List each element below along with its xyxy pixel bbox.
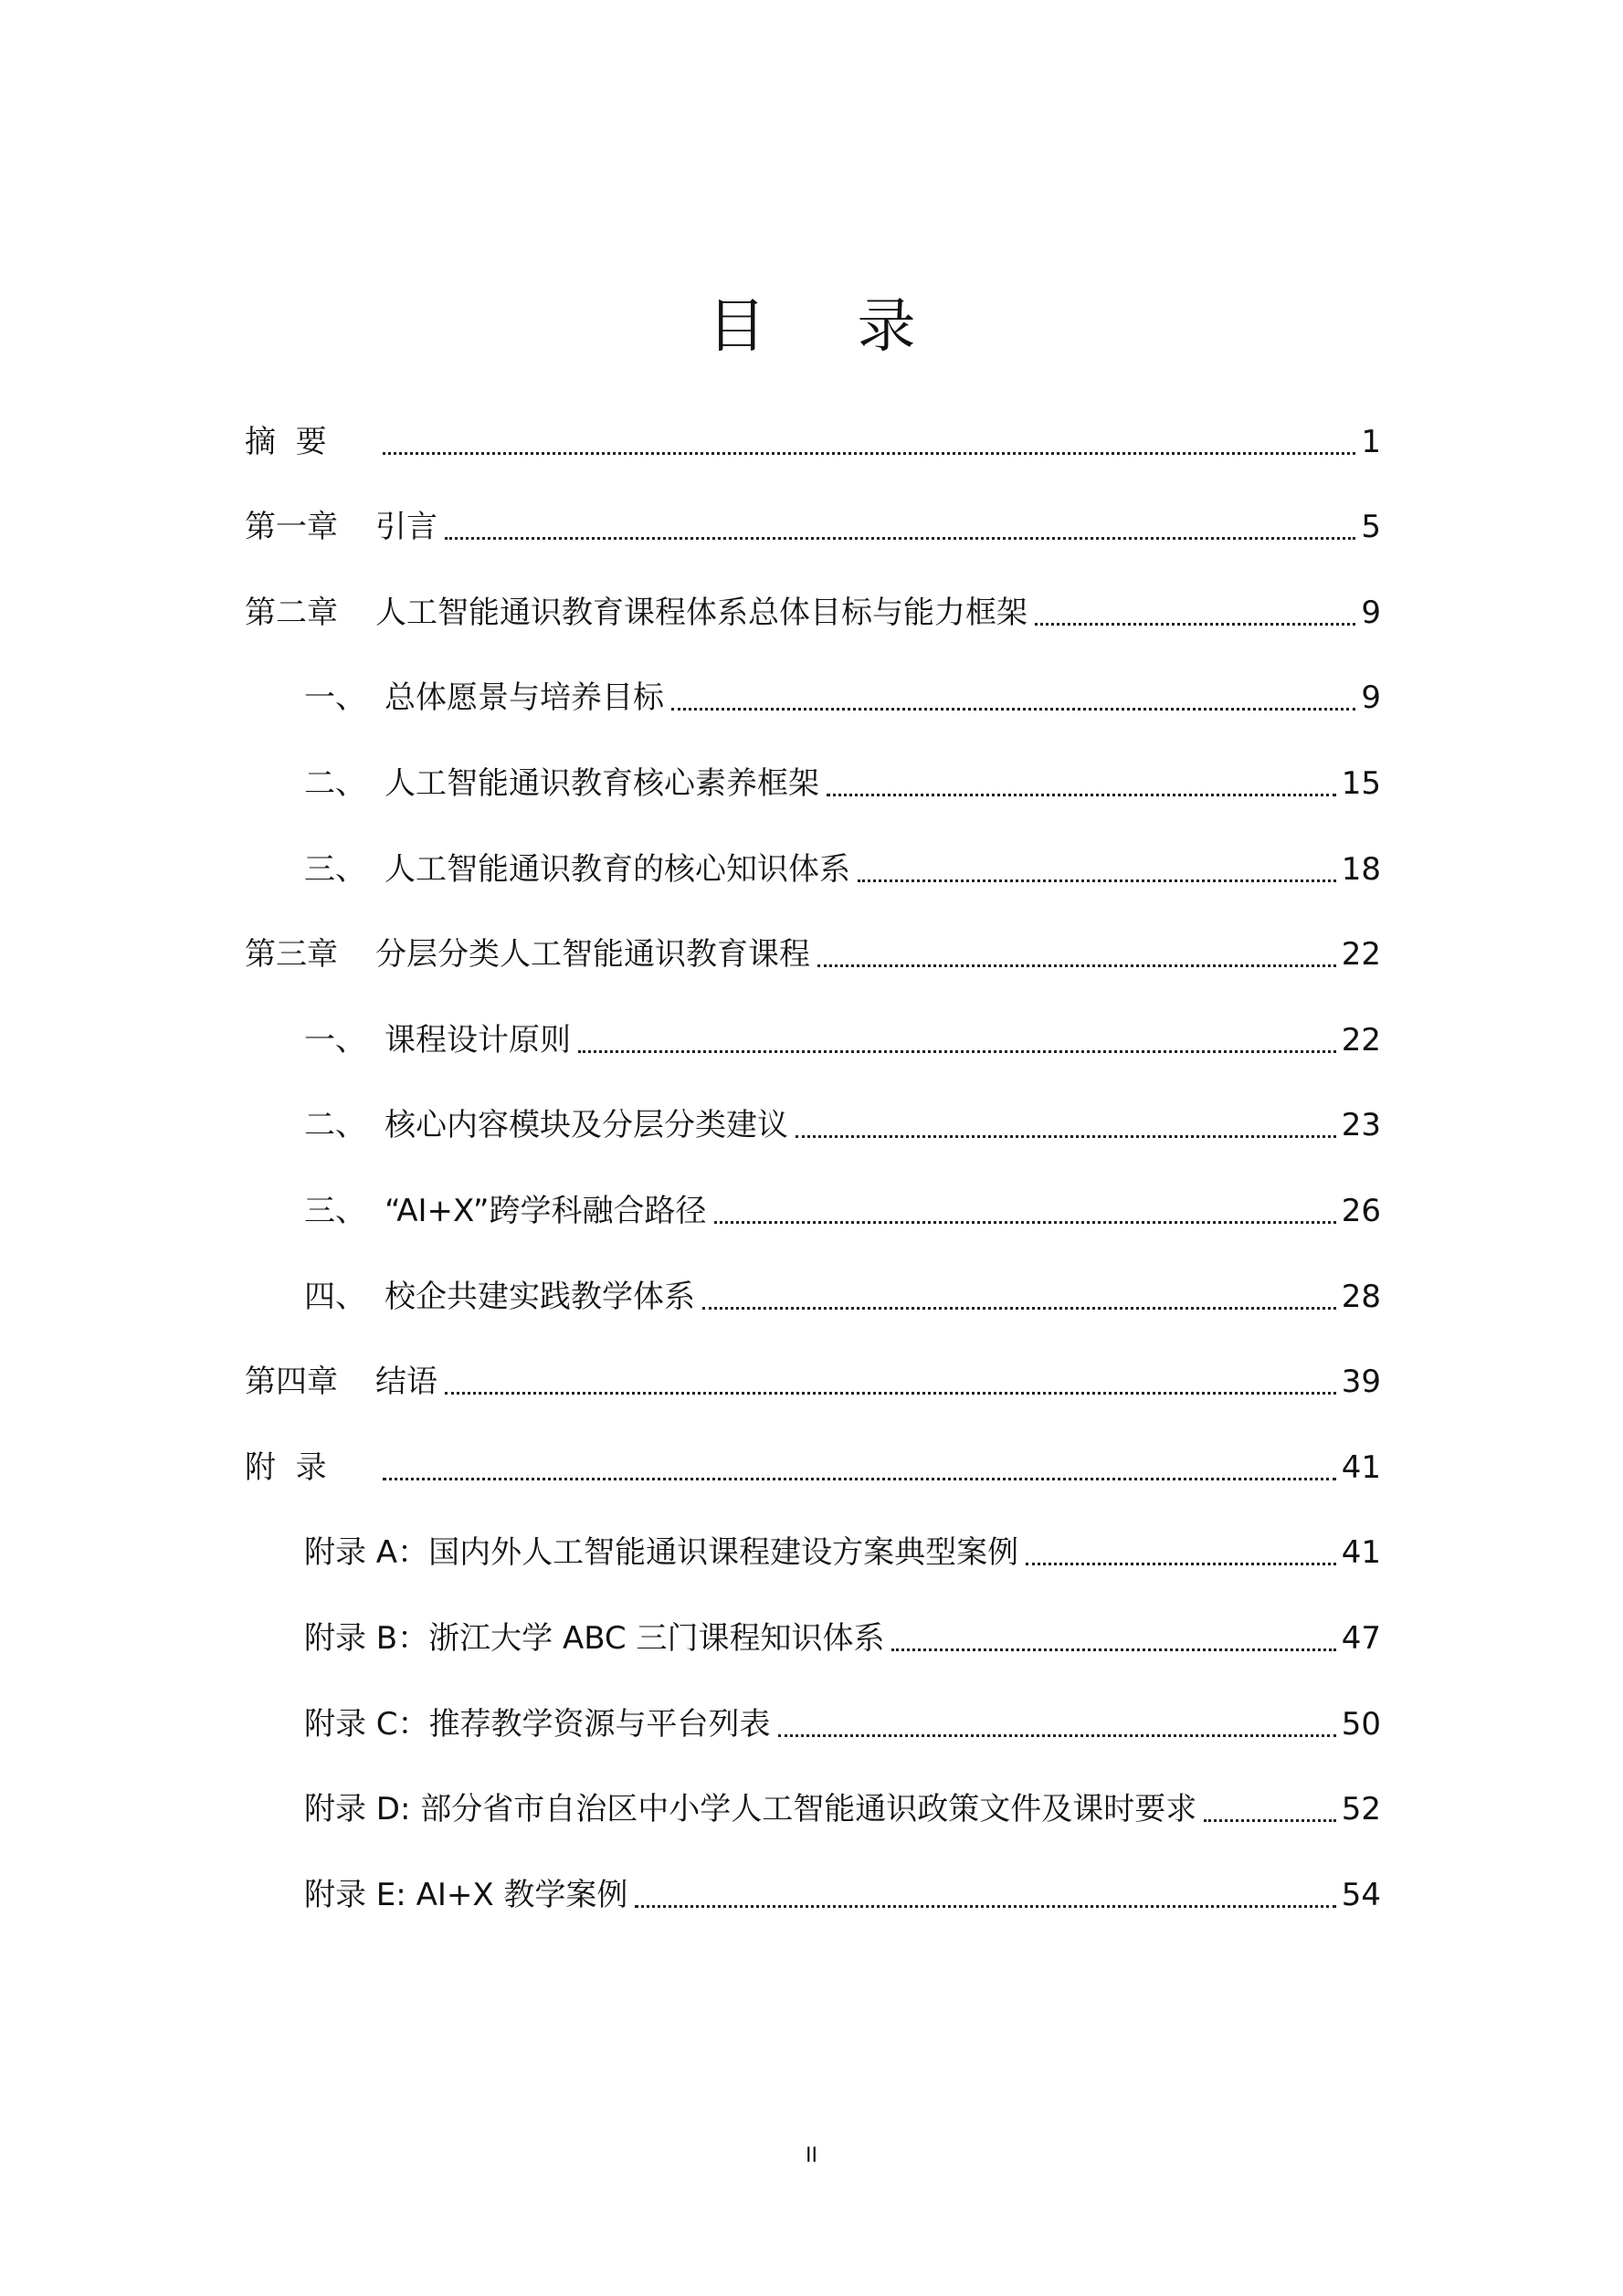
toc-dot-leader bbox=[891, 1648, 1335, 1651]
toc-entry-title: “AI+X”跨学科融合路径 bbox=[385, 1192, 707, 1229]
toc-entry-prefix: 第二章 bbox=[245, 594, 338, 631]
toc-dot-leader bbox=[1204, 1819, 1335, 1822]
page-number: II bbox=[806, 2144, 817, 2167]
toc-entry-title: 人工智能通识教育课程体系总体目标与能力框架 bbox=[375, 594, 1028, 631]
toc-entry-prefix: 第一章 bbox=[245, 509, 338, 546]
toc-entry-prefix: 第四章 bbox=[245, 1364, 338, 1401]
toc-dot-leader bbox=[778, 1734, 1336, 1737]
toc-entry-prefix: 二、 bbox=[304, 764, 366, 802]
toc-dot-leader bbox=[1026, 1563, 1336, 1565]
toc-dot-leader bbox=[635, 1905, 1335, 1908]
toc-entry-page: 9 bbox=[1361, 679, 1381, 717]
toc-entry[interactable] bbox=[245, 1835, 1381, 1921]
toc-entry-title: 结语 bbox=[375, 1364, 437, 1401]
toc-entry[interactable] bbox=[245, 1151, 1381, 1237]
toc-entry[interactable] bbox=[245, 809, 1381, 895]
toc-entry-page: 23 bbox=[1341, 1107, 1381, 1144]
toc-entry-page: 41 bbox=[1341, 1448, 1381, 1486]
toc-entry-title: 浙江大学 ABC 三门课程知识体系 bbox=[428, 1619, 885, 1657]
toc-entry-title: 部分省市自治区中小学人工智能通识政策文件及课时要求 bbox=[420, 1791, 1197, 1828]
toc-entry-page: 54 bbox=[1341, 1876, 1381, 1913]
toc-entry-title: AI+X 教学案例 bbox=[416, 1876, 628, 1913]
toc-entry-title: 推荐教学资源与平台列表 bbox=[428, 1705, 771, 1743]
toc-entry-page: 39 bbox=[1341, 1364, 1381, 1401]
toc-entry-page: 9 bbox=[1361, 594, 1381, 631]
toc-entry-prefix: 一、 bbox=[304, 679, 366, 717]
toc-dot-leader bbox=[796, 1135, 1336, 1138]
toc-entry-page: 28 bbox=[1341, 1278, 1381, 1315]
toc-dot-leader bbox=[817, 964, 1336, 967]
toc-dot-leader bbox=[702, 1307, 1336, 1310]
toc-entry-title: 引言 bbox=[375, 509, 437, 546]
toc-entry[interactable] bbox=[245, 1407, 1381, 1493]
toc-entry[interactable] bbox=[245, 895, 1381, 981]
toc-entry-title: 课程设计原则 bbox=[385, 1021, 571, 1058]
toc-entry[interactable] bbox=[245, 1066, 1381, 1152]
toc-entry[interactable] bbox=[245, 1322, 1381, 1408]
toc-entry-prefix: 三、 bbox=[304, 850, 366, 888]
toc-entry[interactable] bbox=[245, 638, 1381, 724]
toc-entry-prefix: 四、 bbox=[304, 1278, 366, 1315]
toc-dot-leader bbox=[445, 1392, 1336, 1395]
toc-entry-page: 50 bbox=[1341, 1705, 1381, 1743]
toc-entry-prefix: 摘 要 bbox=[245, 423, 327, 460]
toc-entry-page: 41 bbox=[1341, 1534, 1381, 1572]
toc-entry-prefix: 附录 C： bbox=[304, 1705, 429, 1743]
toc-entry-page: 22 bbox=[1341, 1021, 1381, 1058]
toc-entry[interactable] bbox=[245, 1578, 1381, 1664]
toc-entry-prefix: 附录 A： bbox=[304, 1534, 429, 1572]
toc-entry[interactable] bbox=[245, 980, 1381, 1066]
toc-entry[interactable] bbox=[245, 723, 1381, 809]
toc-entry[interactable] bbox=[245, 382, 1381, 468]
toc-dot-leader bbox=[714, 1221, 1336, 1224]
toc-entry-prefix: 附 录 bbox=[245, 1448, 327, 1486]
toc-entry[interactable] bbox=[245, 1750, 1381, 1836]
toc-dot-leader bbox=[445, 537, 1355, 540]
toc-entry-prefix: 附录 E: bbox=[304, 1876, 416, 1913]
toc-dot-leader bbox=[671, 708, 1355, 711]
toc-entry-page: 22 bbox=[1341, 936, 1381, 974]
toc-entry-page: 47 bbox=[1341, 1619, 1381, 1657]
toc-entry[interactable] bbox=[245, 1493, 1381, 1579]
toc-entry-page: 1 bbox=[1361, 423, 1381, 460]
toc-entry-title: 分层分类人工智能通识教育课程 bbox=[375, 936, 810, 974]
toc-entry-page: 26 bbox=[1341, 1192, 1381, 1229]
toc-entry-page: 5 bbox=[1361, 509, 1381, 546]
toc-entry-prefix: 附录 D: bbox=[304, 1791, 421, 1828]
toc-entry-title: 人工智能通识教育核心素养框架 bbox=[385, 764, 819, 802]
toc-dot-leader bbox=[827, 794, 1336, 796]
toc-entry-page: 15 bbox=[1341, 764, 1381, 802]
toc-entry-page: 52 bbox=[1341, 1791, 1381, 1828]
toc-entry-title: 总体愿景与培养目标 bbox=[385, 679, 664, 717]
toc-entry-title: 人工智能通识教育的核心知识体系 bbox=[385, 850, 850, 888]
toc-dot-leader bbox=[1035, 623, 1355, 626]
toc-entry[interactable] bbox=[245, 1664, 1381, 1750]
toc-entry-prefix: 二、 bbox=[304, 1107, 366, 1144]
toc-entry[interactable] bbox=[245, 468, 1381, 553]
toc-entry-title: 核心内容模块及分层分类建议 bbox=[385, 1107, 788, 1144]
toc-entry[interactable] bbox=[245, 553, 1381, 638]
toc-entry-prefix: 三、 bbox=[304, 1192, 366, 1229]
toc-dot-leader bbox=[383, 452, 1355, 455]
toc-entry-title: 国内外人工智能通识课程建设方案典型案例 bbox=[428, 1534, 1019, 1572]
toc-entry-prefix: 一、 bbox=[304, 1021, 366, 1058]
toc-entry-prefix: 第三章 bbox=[245, 936, 338, 974]
toc-dot-leader bbox=[578, 1050, 1336, 1053]
toc-entry-prefix: 附录 B： bbox=[304, 1619, 429, 1657]
toc-dot-leader bbox=[383, 1478, 1336, 1480]
toc-entry-title: 校企共建实践教学体系 bbox=[385, 1278, 695, 1315]
table-of-contents bbox=[245, 382, 1381, 1921]
toc-entry[interactable] bbox=[245, 1237, 1381, 1322]
toc-title: 目录 bbox=[707, 293, 1007, 361]
toc-dot-leader bbox=[858, 879, 1336, 882]
toc-entry-page: 18 bbox=[1341, 850, 1381, 888]
